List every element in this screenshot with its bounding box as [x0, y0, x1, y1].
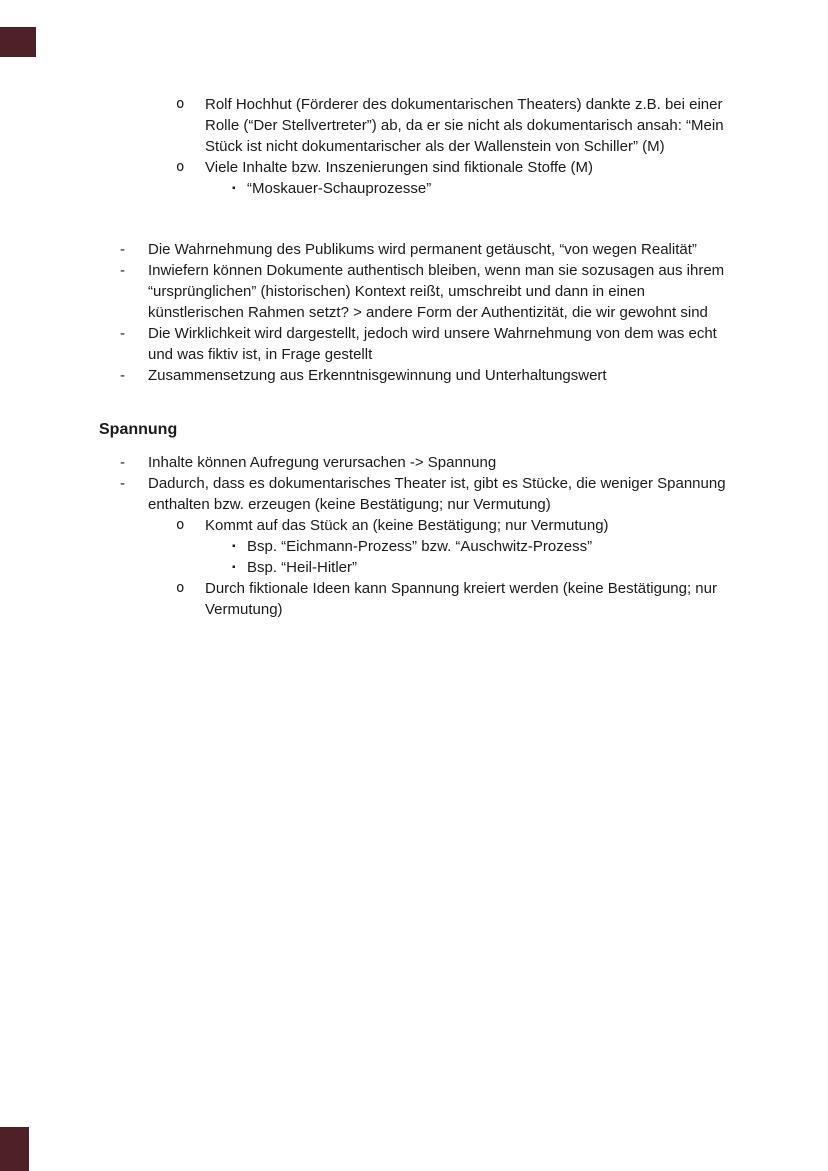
document-body	[99, 94, 730, 620]
circle-bullet-marker: o	[176, 159, 185, 175]
list-item-text: Rolf Hochhut (Förderer des dokumentarischen Theaters) dankte z.B. bei einer Rolle (“Der Stellvertreter”) ab, da er sie nicht als dokumentarisch ansah: “Mein Stück ist nicht dokumentarischer als der Wallenstein von Schiller” (M)	[205, 96, 724, 155]
list-item	[99, 578, 730, 620]
list-item-text: Die Wirklichkeit wird dargestellt, jedoch wird unsere Wahrnehmung von dem was echt und was fiktiv ist, in Frage gestellt	[148, 325, 717, 363]
section-heading: Spannung	[99, 421, 178, 438]
list-item	[99, 157, 730, 178]
list-item	[99, 178, 730, 199]
list-item	[99, 473, 730, 515]
list-item-text: Inwiefern können Dokumente authentisch bleiben, wenn man sie sozusagen aus ihrem “ursprünglichen” (historischen) Kontext reißt, umschreibt und dann in einen künstlerischen Rahmen setzt? > andere Form der Authentizität, die wir gewohnt sind	[148, 262, 725, 321]
list-item-text: Inhalte können Aufregung verursachen -> Spannung	[148, 454, 497, 471]
list-item-text: Zusammensetzung aus Erkenntnisgewinnung und Unterhaltungswert	[148, 367, 607, 384]
paragraph-spacer	[99, 199, 730, 239]
dash-bullet-marker: -	[120, 475, 125, 492]
list-item-text: Dadurch, dass es dokumentarisches Theater ist, gibt es Stücke, die weniger Spannung enthalten bzw. erzeugen (keine Bestätigung; nur Vermutung)	[148, 475, 726, 513]
dash-bullet-marker: -	[120, 454, 125, 471]
dash-bullet-marker: -	[120, 367, 125, 384]
list-item-text: Durch fiktionale Ideen kann Spannung kreiert werden (keine Bestätigung; nur Vermutung)	[205, 580, 717, 618]
section-spacer	[99, 386, 730, 419]
circle-bullet-marker: o	[176, 580, 185, 596]
list-item-text: Bsp. “Heil-Hitler”	[247, 559, 358, 576]
list-item-text: Viele Inhalte bzw. Inszenierungen sind fiktionale Stoffe (M)	[205, 159, 594, 176]
list-item	[99, 323, 730, 365]
square-bullet-marker: ▪	[232, 183, 236, 194]
circle-bullet-marker: o	[176, 96, 185, 112]
list-item-text: “Moskauer-Schauprozesse”	[247, 180, 432, 197]
list-item-text: Bsp. “Eichmann-Prozess” bzw. “Auschwitz-Prozess”	[247, 538, 593, 555]
list-item	[99, 94, 730, 157]
dash-bullet-marker: -	[120, 262, 125, 279]
list-item	[99, 239, 730, 260]
list-item	[99, 260, 730, 323]
list-item	[99, 452, 730, 473]
dash-bullet-marker: -	[120, 241, 125, 258]
list-item-text: Kommt auf das Stück an (keine Bestätigung; nur Vermutung)	[205, 517, 609, 534]
heading-spacer	[99, 440, 730, 452]
list-item	[99, 365, 730, 386]
square-bullet-marker: ▪	[232, 562, 236, 573]
list-item	[99, 536, 730, 557]
square-bullet-marker: ▪	[232, 541, 236, 552]
dash-bullet-marker: -	[120, 325, 125, 342]
list-item	[99, 557, 730, 578]
list-item-text: Die Wahrnehmung des Publikums wird permanent getäuscht, “von wegen Realität”	[148, 241, 697, 258]
circle-bullet-marker: o	[176, 517, 185, 533]
list-item	[99, 515, 730, 536]
